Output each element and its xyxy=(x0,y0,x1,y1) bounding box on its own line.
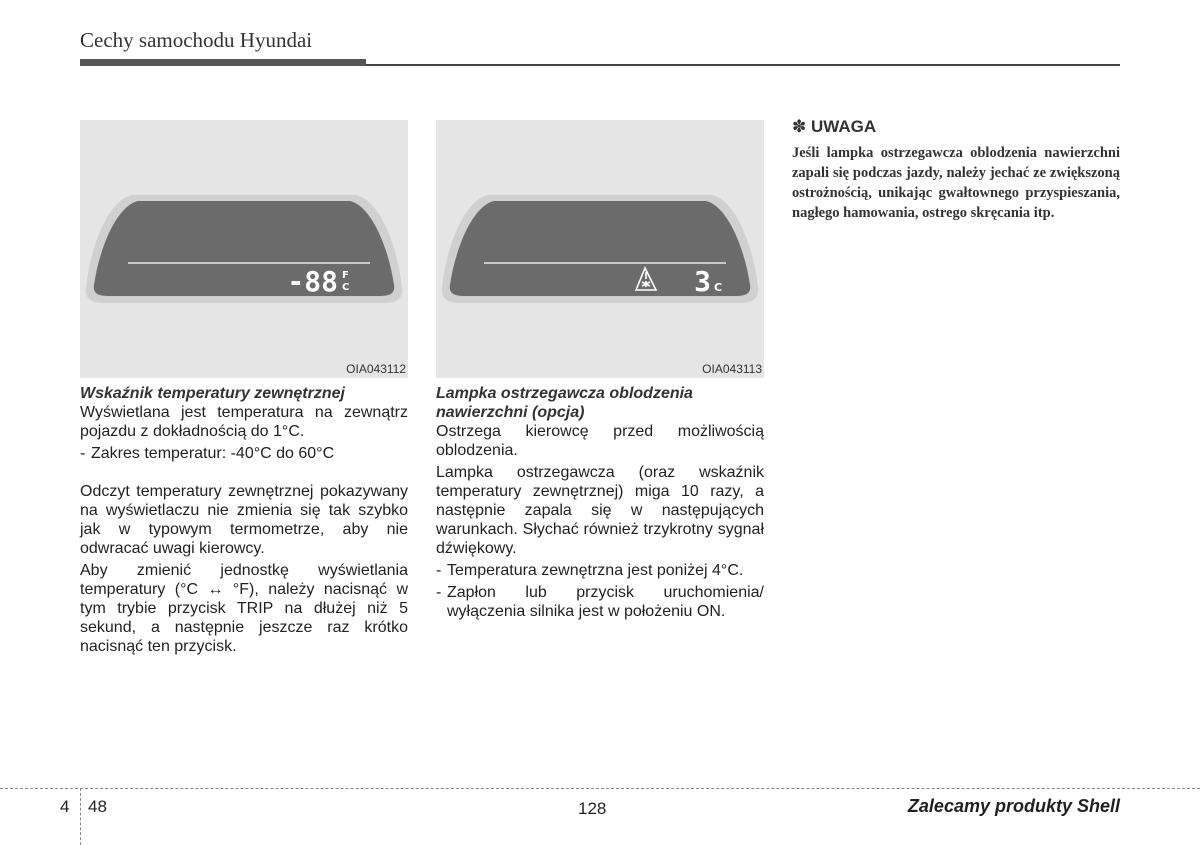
display-unit-c: C xyxy=(714,281,723,294)
section-caption: Lampka ostrzegawcza oblodzenia nawierzchni (opcja) xyxy=(436,385,693,421)
middle-text-column xyxy=(436,384,764,624)
left-text-column xyxy=(80,384,408,659)
sheet-number: 128 xyxy=(578,799,607,818)
bullet-item xyxy=(436,583,764,621)
bullet-item xyxy=(80,444,408,463)
cluster-display-illustration xyxy=(80,120,408,378)
bullet-text: Temperatura zewnętrzna jest poniżej 4°C. xyxy=(447,562,744,579)
paragraph: Lampka ostrzegawcza (oraz wskaźnik temperatury zewnętrznej) miga 10 razy, a następnie zapala się w następujących warunkach. Słychać również trzykrotny sygnał dźwiękowy. xyxy=(436,464,764,557)
note-box xyxy=(792,117,1120,223)
footer-divider xyxy=(80,788,81,845)
bullet-text: Zakres temperatur: -40°C do 60°C xyxy=(91,445,335,462)
bullet-item xyxy=(436,561,764,580)
figure-code: OIA043112 xyxy=(346,362,406,376)
footer-brand-text: Zalecamy produkty Shell xyxy=(907,796,1120,816)
paragraph: Ostrzega kierowcę przed możliwością oblodzenia. xyxy=(436,423,764,459)
display-unit-c: C xyxy=(342,282,350,293)
chapter-number: 4 xyxy=(60,797,70,816)
figure-outside-temp-display xyxy=(80,120,408,378)
page-number: 48 xyxy=(88,797,107,816)
bullet-marker: - xyxy=(436,584,442,601)
display-temp-value: -88 xyxy=(287,265,338,298)
bullet-marker: - xyxy=(436,562,442,579)
note-body: Jeśli lampka ostrzegawcza oblodzenia nawierzchni zapali się podczas jazdy, należy jechać ze zwiększoną ostrożnością, unikając gwałtownego przyspieszania, nagłego hamowania, ostrego skręcania itp. xyxy=(792,145,1120,221)
header-rule xyxy=(366,64,1120,66)
paragraph: Wyświetlana jest temperatura na zewnątrz pojazdu z dokładnością do 1°C. xyxy=(80,404,408,440)
cluster-display-illustration xyxy=(436,120,764,378)
paragraph: Odczyt temperatury zewnętrznej pokazywany na wyświetlaczu nie zmienia się tak szybko jak w typowym termometrze, aby nie odwracać uwagi kierowcy. xyxy=(80,483,408,557)
figure-code: OIA043113 xyxy=(702,362,762,376)
display-unit-f: F xyxy=(342,270,349,281)
page-header-title: Cechy samochodu Hyundai xyxy=(80,28,313,52)
header-bar xyxy=(80,59,366,66)
section-caption: Wskaźnik temperatury zewnętrznej xyxy=(80,385,345,402)
figure-ice-warning-display xyxy=(436,120,764,378)
footer-rule xyxy=(0,788,1200,789)
paragraph: Aby zmienić jednostkę wyświetlania temperatury (°C ↔ °F), należy nacisnąć w tym trybie przycisk TRIP na dłużej niż 5 sekund, a następnie jeszcze raz krótko nacisnąć ten przycisk. xyxy=(80,562,408,655)
bullet-marker: - xyxy=(80,445,86,462)
bullet-text: Zapłon lub przycisk uruchomienia/ wyłączenia silnika jest w położeniu ON. xyxy=(447,584,764,620)
note-title: ✽ UWAGA xyxy=(792,117,877,136)
display-temp-value: 3 xyxy=(694,265,711,298)
